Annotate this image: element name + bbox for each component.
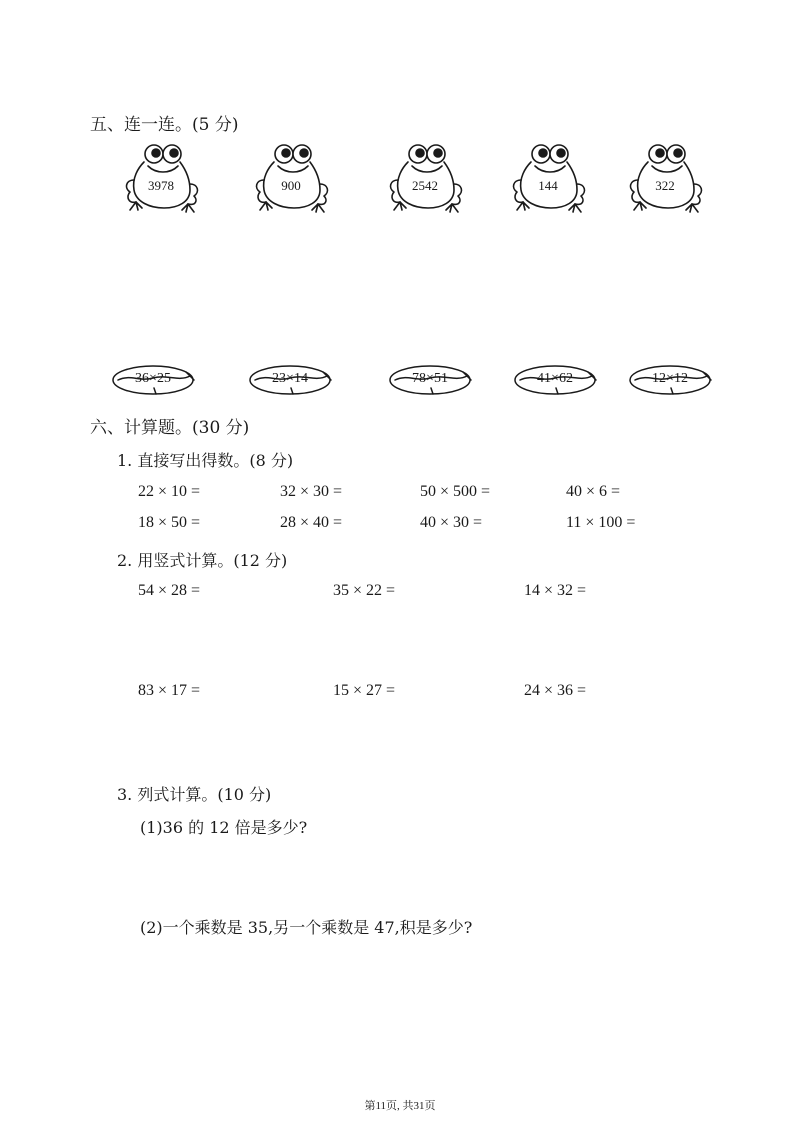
frog-number: 900 xyxy=(281,178,301,193)
leaf-expression: 23×14 xyxy=(272,371,308,386)
leaf-card xyxy=(110,362,196,398)
leaf-expression: 36×25 xyxy=(135,371,171,386)
vertical-problem: 83 × 17 = xyxy=(138,682,201,699)
oral-problem: 40 × 30 = xyxy=(420,514,483,531)
frog-card xyxy=(507,140,589,220)
leaf-card xyxy=(247,362,333,398)
section-5-title: 五、连一连。(5 分) xyxy=(90,115,239,135)
vertical-problem: 54 × 28 = xyxy=(138,582,201,599)
leaf-card xyxy=(512,362,598,398)
leaf-expression: 12×12 xyxy=(652,371,688,386)
vertical-problem: 15 × 27 = xyxy=(333,682,396,699)
frog-card xyxy=(120,140,202,220)
leaf-expression: 78×51 xyxy=(412,371,448,386)
frog-card xyxy=(250,140,332,220)
part-3-title: 3. 列式计算。(10 分) xyxy=(117,785,272,804)
oral-problem: 28 × 40 = xyxy=(280,514,343,531)
frog-card xyxy=(624,140,706,220)
vertical-problem: 35 × 22 = xyxy=(333,582,396,599)
oral-problem: 18 × 50 = xyxy=(138,514,201,531)
oral-problem: 32 × 30 = xyxy=(280,483,343,500)
part-2-title: 2. 用竖式计算。(12 分) xyxy=(117,551,288,570)
frog-number: 2542 xyxy=(412,178,438,193)
leaf-expression: 41×62 xyxy=(537,371,573,386)
frog-card xyxy=(384,140,466,220)
page-footer: 第11页, 共31页 xyxy=(364,1100,436,1112)
frog-number: 3978 xyxy=(148,178,174,193)
section-6-title: 六、计算题。(30 分) xyxy=(90,418,250,438)
vertical-problem: 14 × 32 = xyxy=(524,582,587,599)
oral-problem: 11 × 100 = xyxy=(566,514,636,531)
oral-problem: 50 × 500 = xyxy=(420,483,491,500)
leaf-card xyxy=(387,362,473,398)
vertical-problem: 24 × 36 = xyxy=(524,682,587,699)
oral-problem: 22 × 10 = xyxy=(138,483,201,500)
frog-number: 322 xyxy=(655,178,675,193)
part-1-title: 1. 直接写出得数。(8 分) xyxy=(117,451,294,470)
word-problem-2: (2)一个乘数是 35,另一个乘数是 47,积是多少? xyxy=(140,918,473,937)
oral-problem: 40 × 6 = xyxy=(566,483,621,500)
word-problem-1: (1)36 的 12 倍是多少? xyxy=(140,818,308,837)
frog-number: 144 xyxy=(538,178,558,193)
leaf-card xyxy=(627,362,713,398)
